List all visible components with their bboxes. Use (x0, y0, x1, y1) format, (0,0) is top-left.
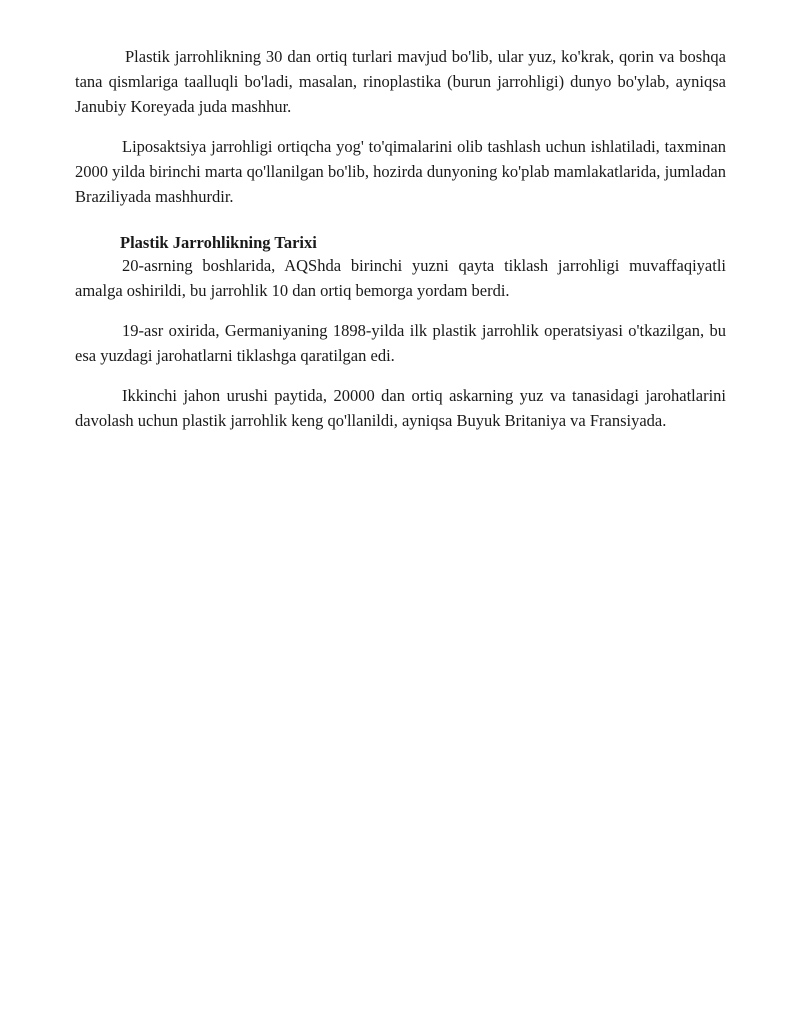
paragraph-history-20th-century: 20-asrning boshlarida, AQShda birinchi yuzni qayta tiklash jarrohligi muvaffaqiyatli amalga oshirildi, bu jarrohlik 10 dan ortiq bemorga yordam berdi. (75, 256, 726, 300)
paragraph-history-19th-century: 19-asr oxirida, Germaniyaning 1898-yilda ilk plastik jarrohlik operatsiyasi o'tkazilgan, bu esa yuzdagi jarohatlarni tiklashga qaratilgan edi. (75, 321, 726, 365)
paragraph-liposuction: Liposaktsiya jarrohligi ortiqcha yog' to'qimalarini olib tashlash uchun ishlatiladi, taxminan 2000 yilda birinchi marta qo'llanilgan bo'lib, hozirda dunyoning ko'plab mamlakatlarida, jumladan Braziliyada mashhurdir. (75, 137, 726, 206)
paragraph-history-ww2: Ikkinchi jahon urushi paytida, 20000 dan ortiq askarning yuz va tanasidagi jarohatlarini davolash uchun plastik jarrohlik keng qo'llanildi, ayniqsa Buyuk Britaniya va Fransiyada. (75, 386, 726, 430)
document-page (75, 44, 726, 448)
paragraph-surgery-types: Plastik jarrohlikning 30 dan ortiq turlari mavjud bo'lib, ular yuz, ko'krak, qorin va boshqa tana qismlariga taalluqli bo'ladi, masalan, rinoplastika (burun jarrohligi) dunyo bo'ylab, ayniqsa Janubiy Koreyada juda mashhur. (75, 47, 726, 116)
section-heading: Plastik Jarrohlikning Tarixi (120, 233, 317, 252)
